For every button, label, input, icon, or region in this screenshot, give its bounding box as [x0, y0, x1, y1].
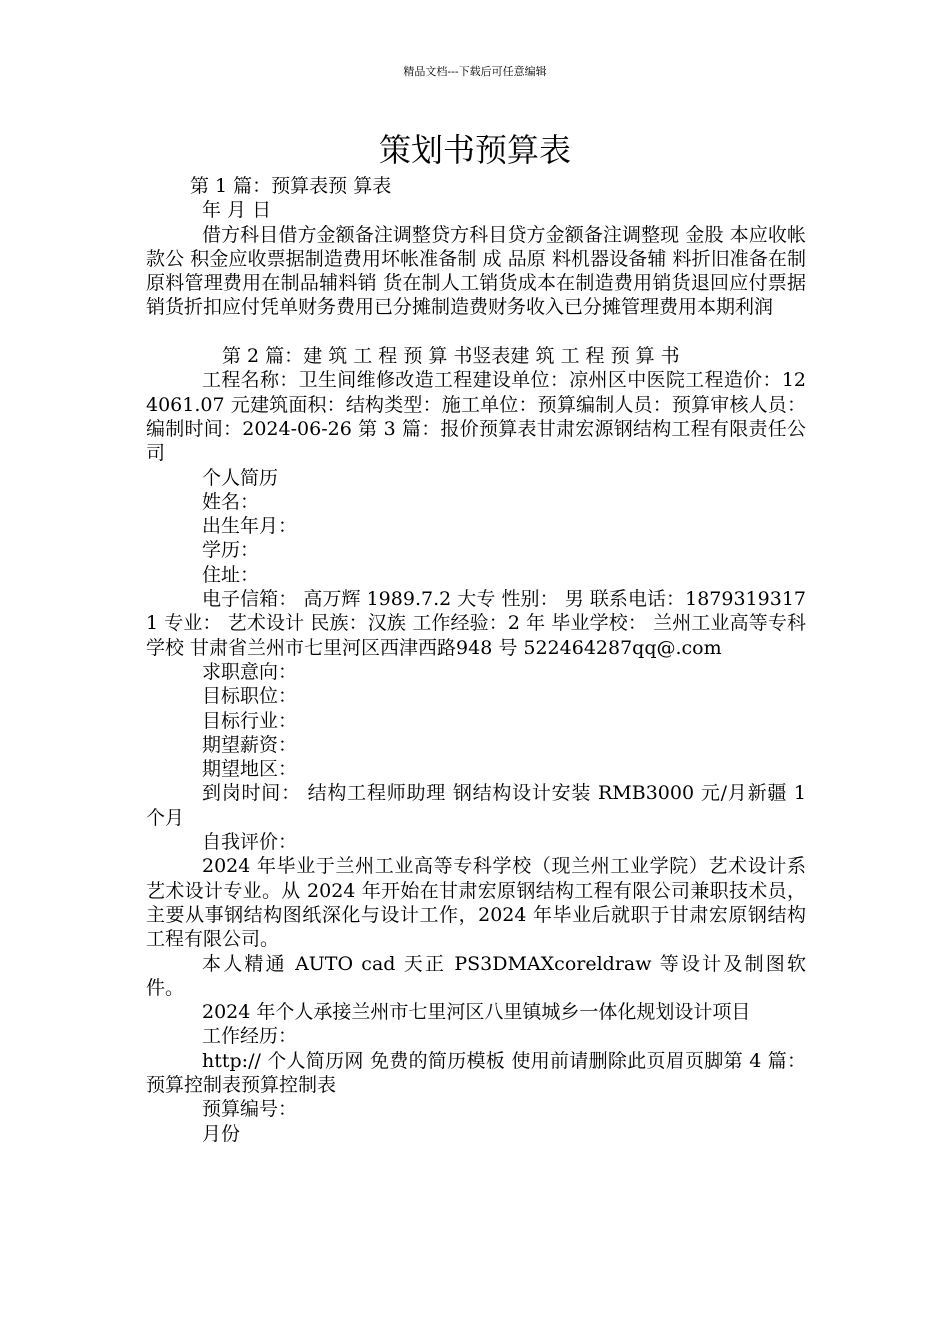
paragraph-address-label: 住址： — [202, 563, 260, 586]
paragraph-template-note: http:// 个人简历网 免费的简历模板 使用前请删除此页眉页脚第 4 篇：预算控制表预算控制表 — [146, 1049, 806, 1096]
paragraph-self-eval-label: 自我评价： — [202, 831, 298, 854]
paragraph-software-skills: 本人精通 AUTO cad 天正 PS3DMAXcoreldraw 等设计及制图软件。 — [146, 952, 806, 999]
paragraph-salary-label: 期望薪资： — [202, 733, 298, 756]
paragraph-region-label: 期望地区： — [202, 758, 298, 781]
paragraph-target-position-label: 目标职位： — [202, 685, 298, 708]
paragraph-accounts: 借方科目借方金额备注调整贷方科目贷方金额备注调整现 金股 本应收帐款公 积金应收票据制造费用坏帐准备制 成 品原 料机器设备辅 料折旧准备在制原料管理费用在制品辅料销 货在制人工销货成本在制造费用销货退回应付票据销货折扣应付凭单财务费用已分摊制造费财务收入已分摊管理费用本期利润 — [146, 223, 806, 319]
paragraph-part1-heading: 第 1 篇：预算表预 算表 — [190, 175, 392, 197]
paragraph-target-industry-label: 目标行业： — [202, 709, 298, 732]
paragraph-job-intent-label: 求职意向： — [202, 660, 298, 683]
document-title: 策划书预算表 — [378, 131, 571, 169]
paragraph-date: 年 月 日 — [202, 199, 272, 222]
page-header-note: 精品文档---下载后可任意编辑 — [403, 65, 547, 78]
paragraph-education-label: 学历： — [202, 539, 260, 562]
paragraph-blank — [146, 320, 806, 344]
paragraph-budget-number-label: 预算编号： — [202, 1098, 298, 1121]
paragraph-work-history-label: 工作经历： — [202, 1025, 298, 1048]
paragraph-birth-label: 出生年月： — [202, 515, 298, 538]
paragraph-name-label: 姓名： — [202, 490, 260, 513]
paragraph-project-info: 工程名称：卫生间维修改造工程建设单位：凉州区中医院工程造价：124061.07 元建筑面积：结构类型：施工单位：预算编制人员：预算审核人员：编制时间：2024-06-26 第 3 篇：报价预算表甘肃宏源钢结构工程有限责任公司 — [146, 369, 806, 465]
paragraph-month-label: 月份 — [202, 1122, 241, 1145]
paragraph-part2-heading: 第 2 篇：建 筑 工 程 预 算 书竖表建 筑 工 程 预 算 书 — [222, 345, 680, 368]
paragraph-project-experience: 2024 年个人承接兰州市七里河区八里镇城乡一体化规划设计项目 — [202, 1001, 751, 1024]
paragraph-start-time: 到岗时间： 结构工程师助理 钢结构设计安装 RMB3000 元/月新疆 1 个月 — [146, 782, 806, 829]
document-body — [146, 174, 806, 1146]
paragraph-resume-title: 个人简历 — [202, 466, 279, 489]
paragraph-contact-details: 电子信箱： 高万辉 1989.7.2 大专 性别： 男 联系电话：18793193171 专业： 艺术设计 民族：汉族 工作经验：2 年 毕业学校： 兰州工业高等专科学校 甘肃省兰州市七里河区西津西路948 号 522464287qq@.com — [146, 588, 806, 659]
paragraph-self-eval-text: 2024 年毕业于兰州工业高等专科学校（现兰州工业学院）艺术设计系艺术设计专业。从 2024 年开始在甘肃宏原钢结构工程有限公司兼职技术员，主要从事钢结构图纸深化与设计工作，2024 年毕业后就职于甘肃宏原钢结构工程有限公司。 — [146, 855, 806, 951]
